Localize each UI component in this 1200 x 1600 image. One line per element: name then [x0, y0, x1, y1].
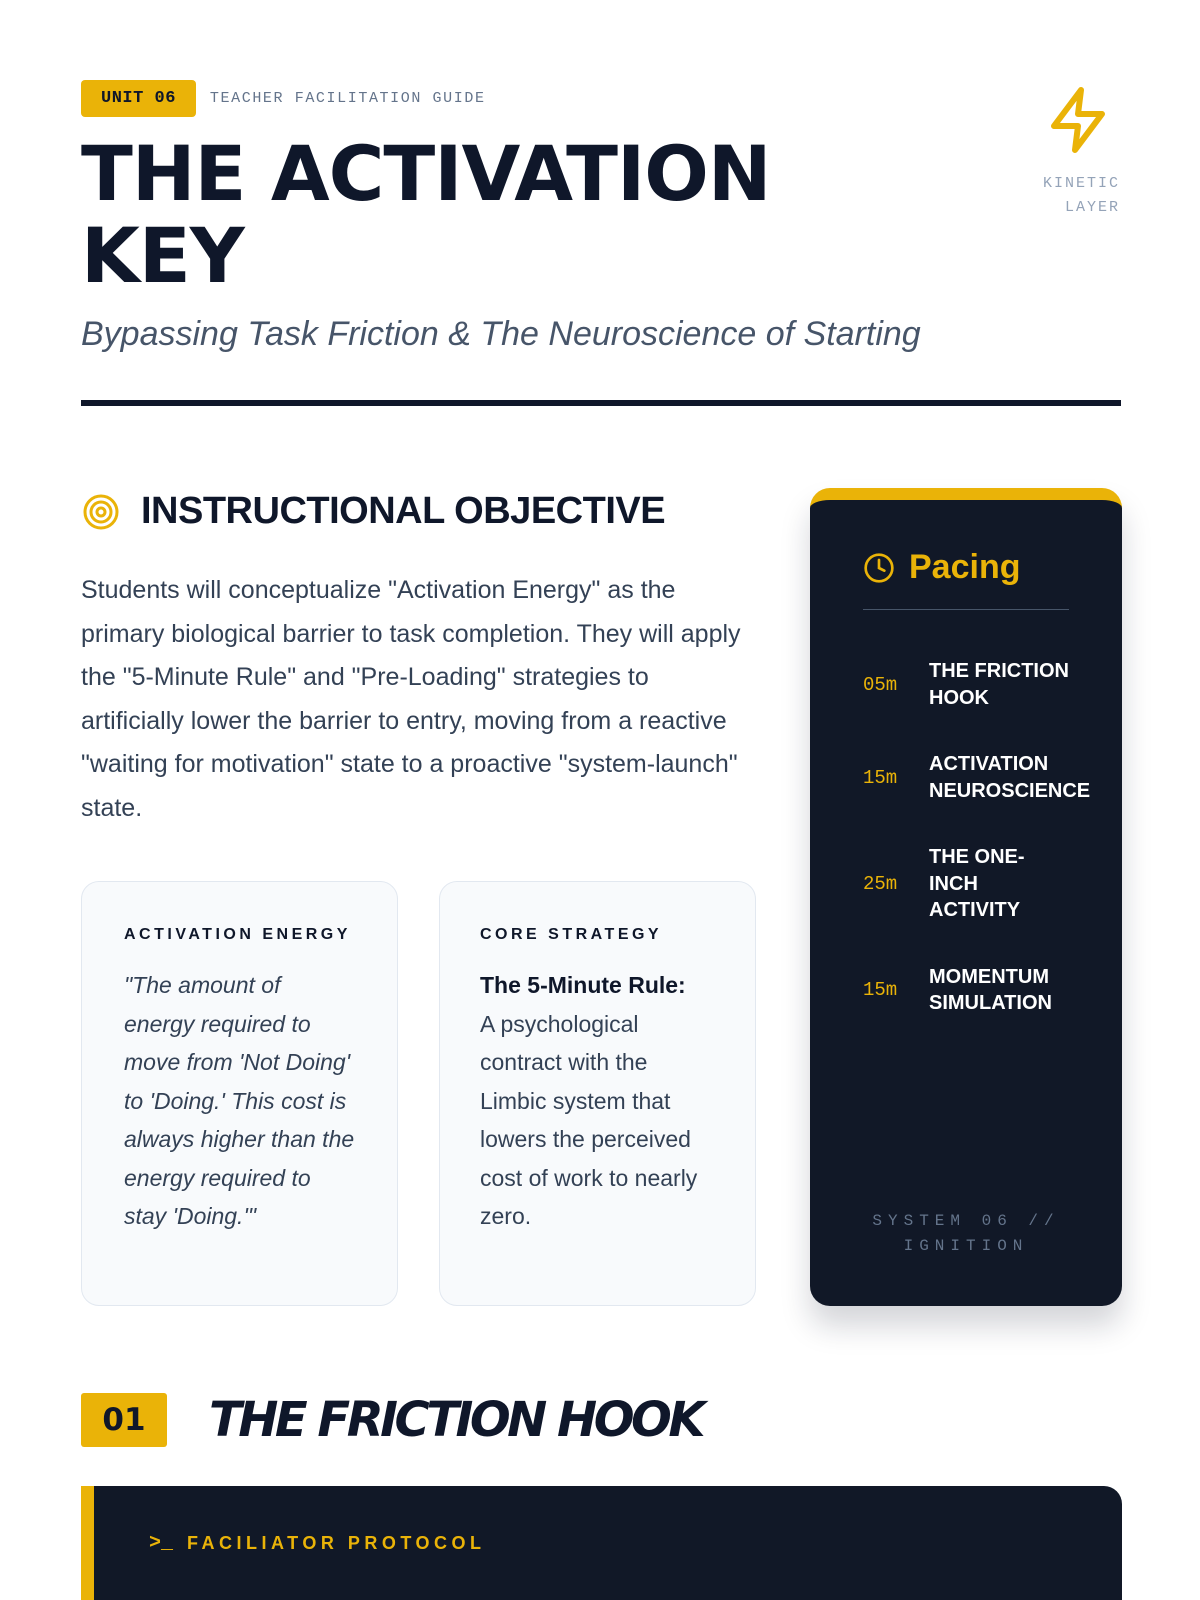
section-title: THE FRICTION HOOK [209, 1392, 703, 1448]
terminal-icon: >_ [149, 1532, 174, 1555]
guide-label: TEACHER FACILITATION GUIDE [209, 90, 486, 107]
card-body [480, 966, 715, 1236]
clock-icon [863, 552, 895, 584]
card-quote: "The amount of energy required to move from 'Not Doing' to 'Doing.' This cost is always higher than the energy required to stay 'Doing.'" [124, 972, 355, 1229]
strategy-name: The 5-Minute Rule: [480, 972, 686, 998]
header [81, 80, 1121, 354]
pacing-title: Pacing [909, 548, 1021, 586]
pacing-time: 05m [863, 673, 898, 696]
protocol-label: FACILIATOR PROTOCOL [187, 1533, 486, 1553]
objective-heading [81, 490, 756, 533]
card-label: ACTIVATION ENERGY [124, 926, 351, 943]
pacing-list [863, 658, 1113, 1017]
pacing-footer: SYSTEM 06 // IGNITION [872, 1212, 1060, 1255]
unit-row [81, 80, 1121, 117]
objective-title: INSTRUCTIONAL OBJECTIVE [141, 490, 666, 532]
page-title: THE ACTIVATION KEY [81, 129, 771, 300]
pacing-label: ACTIVATION NEUROSCIENCE [929, 753, 1091, 802]
protocol-heading [149, 1532, 486, 1555]
core-strategy-card [439, 881, 756, 1306]
pacing-item [863, 844, 1113, 924]
section-number: 01 [81, 1393, 167, 1447]
pacing-sidebar [810, 488, 1122, 1306]
facilitator-protocol-panel [81, 1486, 1122, 1600]
section-heading [81, 1392, 702, 1448]
objective-text: Students will conceptualize "Activation Energy" as the primary biological barrier to task completion. They will apply the "5-Minute Rule" and "Pre-Loading" strategies to artificially lower the barrier to entry, moving from a reactive "waiting for motivation" state to a proactive "system-launch" state. [81, 576, 741, 822]
pacing-item [863, 964, 1113, 1017]
pacing-heading [863, 548, 1069, 610]
header-divider [81, 400, 1121, 406]
unit-badge: UNIT 06 [81, 80, 196, 117]
objective-section [81, 490, 756, 830]
pacing-time: 15m [863, 979, 898, 1001]
pacing-item [863, 658, 1113, 711]
pacing-label: THE FRICTION HOOK [929, 660, 1069, 709]
kinetic-layer-badge [1000, 82, 1120, 220]
kinetic-label: KINETIC LAYER [1042, 175, 1120, 216]
strategy-text: A psychological contract with the Limbic system that lowers the perceived cost of work to nearly zero. [480, 1010, 698, 1229]
activation-energy-card [81, 881, 398, 1306]
pacing-time: 15m [863, 766, 898, 789]
concept-cards [81, 881, 756, 1306]
lightning-bolt-icon [1042, 82, 1114, 158]
pacing-label: MOMENTUM SIMULATION [929, 965, 1052, 1014]
pacing-item [863, 751, 1113, 804]
page-subtitle: Bypassing Task Friction & The Neuroscience of Starting [81, 315, 921, 353]
pacing-label: THE ONE-INCH ACTIVITY [929, 846, 1025, 921]
target-icon [81, 492, 121, 532]
pacing-time: 25m [863, 872, 898, 895]
card-label: CORE STRATEGY [480, 926, 663, 943]
